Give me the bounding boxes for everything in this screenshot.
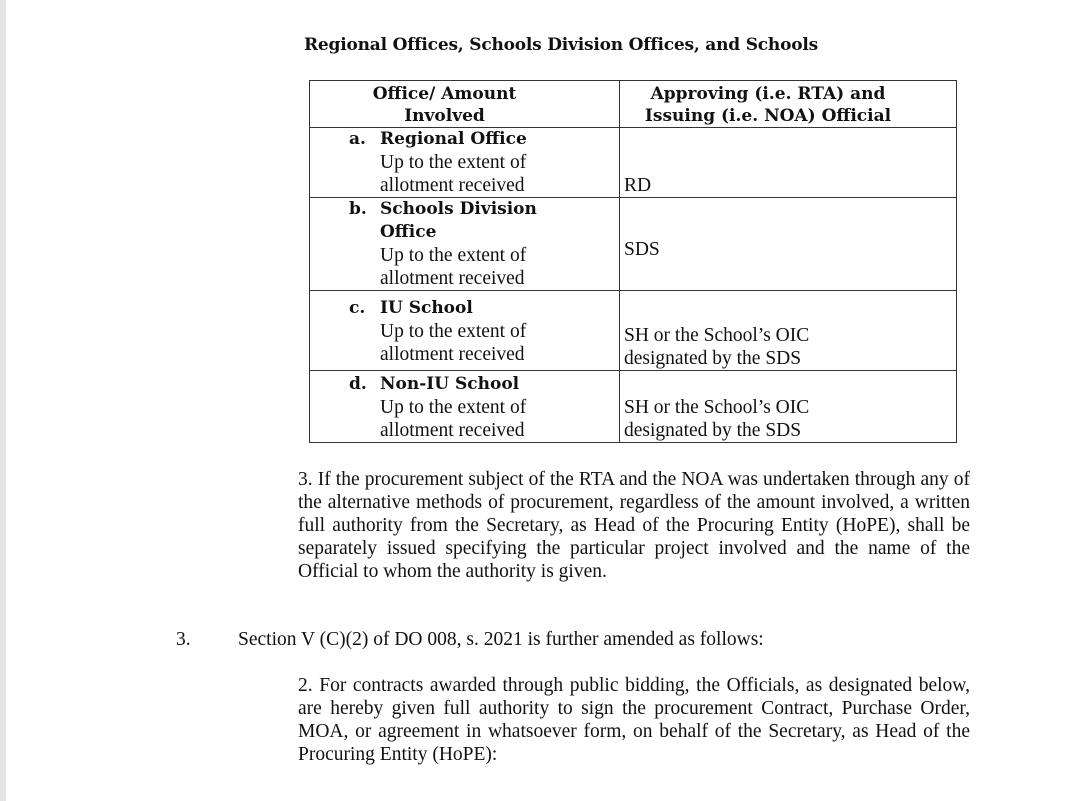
office-extent: Up to the extent of allotment received <box>380 152 527 196</box>
row-letter: a. <box>349 129 366 149</box>
header-office-amount: Office/ Amount Involved <box>310 81 620 128</box>
office-extent: Up to the extent of allotment received <box>380 245 527 289</box>
header-approving-official: Approving (i.e. RTA) and Issuing (i.e. NOA) Official <box>620 81 957 128</box>
section-number: 3. <box>176 629 191 650</box>
row-letter: c. <box>349 298 366 318</box>
table-heading: Regional Offices, Schools Division Offices, and Schools <box>304 35 818 55</box>
approving-official: SDS <box>624 238 660 260</box>
paragraph-public-bidding: 2. For contracts awarded through public bidding, the Officials, as designated below, are hereby given full authority to sign the procurement Contract, Purchase Order, MOA, or agreement in whatsoever form, on behalf of the Secretary, as Head of the Procuring Entity (HoPE): <box>298 675 970 765</box>
table-row <box>310 371 957 443</box>
office-name: Non-IU School <box>380 374 520 394</box>
table-row <box>310 291 957 371</box>
paragraph-alternative-methods: 3. If the procurement subject of the RTA and the NOA was undertaken through any of the alternative methods of procurement, regardless of the amount involved, a written full authority from the Secretary, as Head of the Procuring Entity (HoPE), shall be separately issued specifying the particular project involved and the name of the Official to whom the authority is given. <box>298 469 970 582</box>
office-extent: Up to the extent of allotment received <box>380 321 527 365</box>
section-amendment-text: Section V (C)(2) of DO 008, s. 2021 is further amended as follows: <box>238 629 764 650</box>
table-row <box>310 198 957 291</box>
page-edge <box>0 0 6 801</box>
approving-official: SH or the School’s OIC designated by the SDS <box>624 397 810 441</box>
office-name: Regional Office <box>380 129 527 149</box>
office-extent: Up to the extent of allotment received <box>380 397 527 441</box>
approving-official: SH or the School’s OIC designated by the SDS <box>624 325 810 369</box>
office-name: Schools Division Office <box>380 199 537 242</box>
table-header-row <box>310 81 957 128</box>
authority-table <box>309 80 957 443</box>
row-letter: b. <box>349 199 367 219</box>
approving-official: RD <box>624 175 652 196</box>
table-row <box>310 128 957 198</box>
row-letter: d. <box>349 374 367 394</box>
office-name: IU School <box>380 298 473 318</box>
